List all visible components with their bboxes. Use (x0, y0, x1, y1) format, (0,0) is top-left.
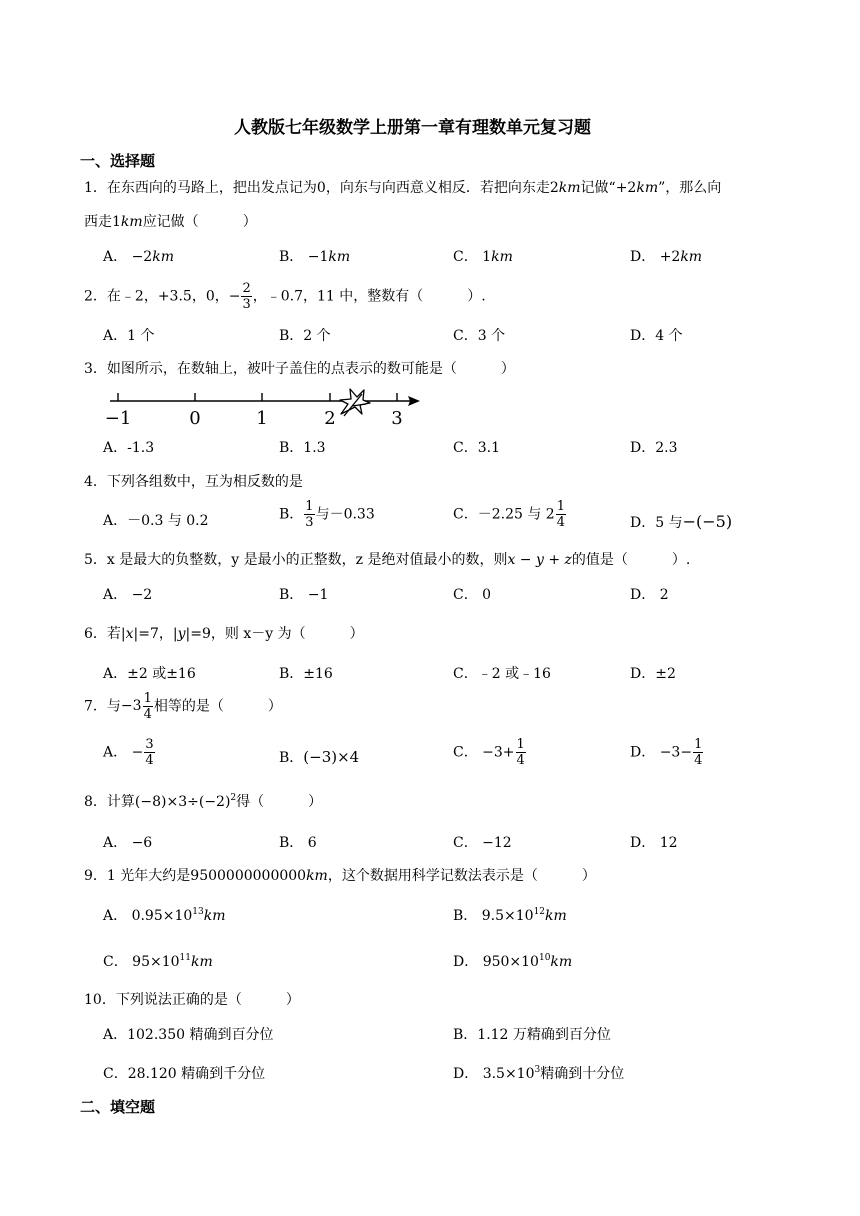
tick-label: −1 (104, 408, 132, 429)
fraction: $\frac{1}{4}$ (516, 737, 525, 768)
option-b: B． $9.5\times 10^{12}km$ (453, 907, 567, 924)
option-b: B．±16 (279, 666, 333, 682)
tick-label: 2 (324, 408, 336, 429)
option-c: C． −12 (453, 835, 512, 851)
option-a: A．－0.3 与 0.2 (103, 513, 209, 529)
question-1-line-1: 1．在东西向的马路上，把出发点记为0，向东与向西意义相反．若把向东走2km记做“+2km”，那么向 (84, 180, 722, 196)
option-a: A．±2 或±16 (103, 666, 196, 682)
page-title: 人教版七年级数学上册第一章有理数单元复习题 (234, 118, 591, 138)
option-b: B． $\frac{1}{3}$ 与－0.33 (279, 499, 375, 530)
option-d: D．2.3 (630, 440, 678, 456)
option-c: C． 1km (453, 249, 513, 265)
option-b: B．1.12 万精确到百分位 (453, 1027, 611, 1043)
option-d: D．5 与−(−5) (630, 512, 733, 531)
fraction: $\frac{1}{3}$ (305, 499, 314, 530)
option-a: A．-1.3 (103, 440, 155, 456)
option-a: A． −2km (103, 249, 174, 265)
option-b: B．1.3 (279, 440, 326, 456)
question-number: 3． (84, 361, 107, 377)
question-number: 9． (84, 868, 107, 884)
fraction: $\frac{2}{3}$ (242, 281, 251, 312)
number-line-figure (104, 384, 428, 429)
option-b: B． −1km (279, 249, 351, 265)
option-c: C． 0 (453, 587, 492, 603)
option-c: C． −3+ $\frac{1}{4}$ (453, 737, 525, 768)
option-c: C．28.120 精确到千分位 (103, 1066, 266, 1082)
option-d: D． +2km (630, 249, 703, 265)
option-a: A．1 个 (103, 328, 155, 344)
option-d: D．±2 (630, 666, 676, 682)
option-c: C．﹣2 或﹣16 (453, 666, 551, 682)
question-number: 7． (84, 698, 107, 715)
question-number: 8． (84, 794, 107, 810)
option-d: D．4 个 (630, 328, 683, 344)
question-number: 2． (84, 288, 107, 305)
question-6: 6．若|x|=7，|y|=9，则 x－y 为（ ） (84, 626, 364, 642)
option-a: A． − $\frac{3}{4}$ (103, 737, 154, 768)
tick-label: 0 (189, 408, 201, 429)
option-d: D． −3− $\frac{1}{4}$ (630, 737, 703, 768)
option-c: C．－2.25 与 2 $\frac{1}{4}$ (453, 499, 565, 530)
question-number: 4． (84, 474, 107, 490)
fraction: $\frac{1}{4}$ (556, 499, 565, 530)
option-d: D． 2 (630, 587, 669, 603)
question-4: 4．下列各组数中，互为相反数的是 (84, 474, 303, 490)
question-number: 5． (84, 552, 107, 568)
option-a: A． −6 (103, 835, 153, 851)
option-b: B．2 个 (279, 328, 331, 344)
section-heading-fill: 二、填空题 (80, 1098, 156, 1116)
option-d: D． $3.5\times 10^3$精确到十分位 (453, 1065, 625, 1082)
question-8: 8．计算$(-8)\times 3\div(-2)^2$得（ ） (84, 793, 323, 810)
question-number: 6． (84, 626, 107, 642)
option-a: A． −2 (103, 587, 153, 603)
option-a: A．102.350 精确到百分位 (103, 1027, 274, 1043)
question-3: 3．如图所示，在数轴上，被叶子盖住的点表示的数可能是（ ） (84, 361, 515, 377)
option-d: D． 12 (630, 835, 678, 851)
question-10: 10．下列说法正确的是（ ） (84, 992, 300, 1008)
question-7: 7．与 −3 $\frac{1}{4}$ 相等的是（ ） (84, 691, 282, 722)
fraction: $\frac{3}{4}$ (145, 737, 154, 768)
question-5: 5．x 是最大的负整数，y 是最小的正整数，z 是绝对值最小的数，则x − y + z的值是（ ）. (84, 552, 691, 568)
tick-label: 1 (256, 408, 268, 429)
question-1-line-2: 西走1km应记做（ ） (84, 214, 257, 230)
option-b: B．(−3)×4 (279, 748, 360, 766)
option-b: B． −1 (279, 587, 329, 603)
option-a: A． $0.95\times 10^{13}km$ (103, 907, 226, 924)
question-9: 9．1 光年大约是9500000000000km，这个数据用科学记数法表示是（ ） (84, 868, 596, 884)
option-b: B． 6 (279, 835, 317, 851)
question-2: 2．在﹣2，+3.5，0，− $\frac{2}{3}$ ，﹣0.7，11 中，整数有（ ）. (84, 281, 486, 312)
option-c: C．3.1 (453, 440, 500, 456)
fraction: $\frac{1}{4}$ (694, 737, 703, 768)
question-number: 10． (84, 992, 116, 1008)
leaf-icon (340, 389, 370, 416)
option-c: C． $95\times 10^{11}km$ (103, 953, 213, 970)
question-number: 1． (84, 180, 107, 196)
option-c: C．3 个 (453, 328, 506, 344)
section-heading-choice: 一、选择题 (80, 152, 156, 170)
fraction: $\frac{1}{4}$ (143, 691, 152, 722)
tick-label: 3 (391, 408, 403, 429)
option-d: D． $950\times 10^{10}km$ (453, 953, 573, 970)
